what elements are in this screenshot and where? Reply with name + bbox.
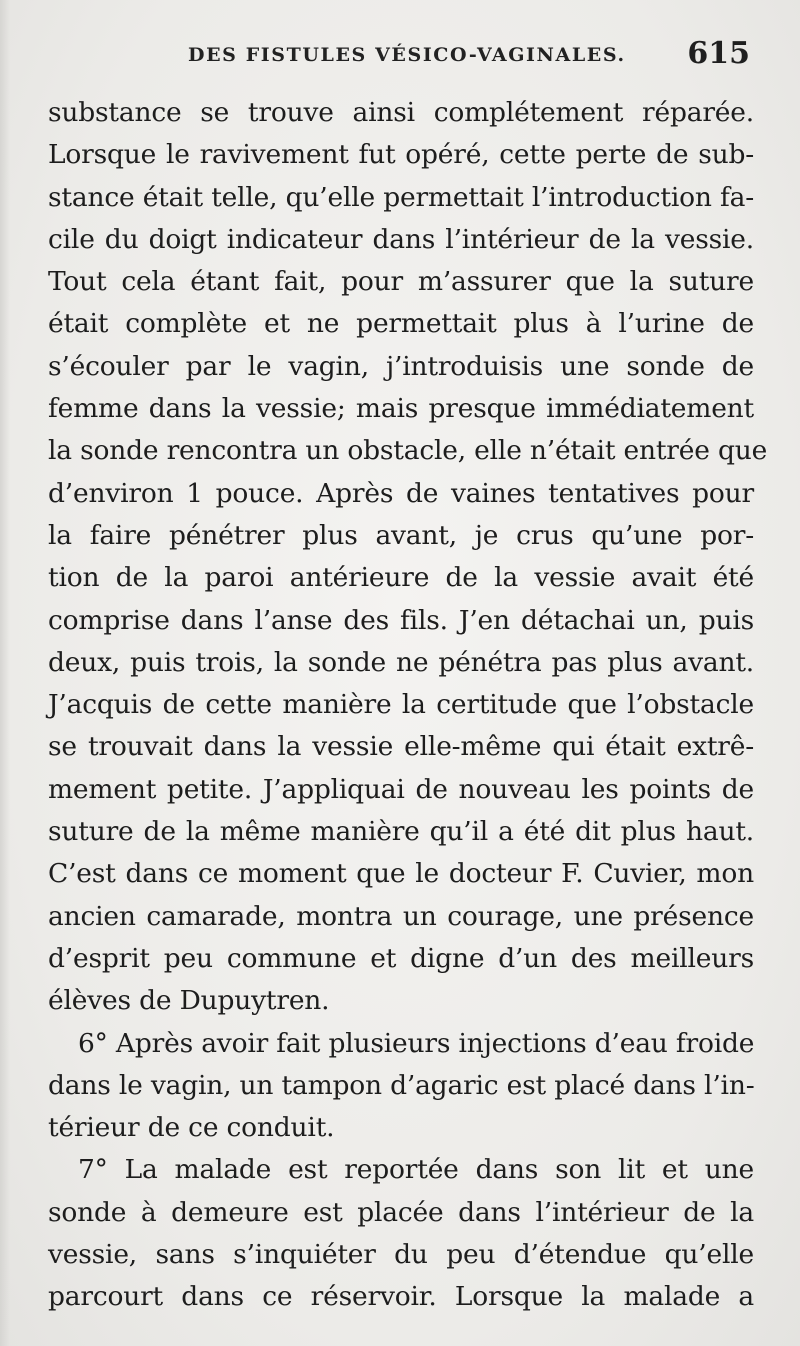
body-text — [48, 92, 768, 1319]
text-line: était complète et ne permettait plus à l’urine de — [48, 308, 754, 340]
text-line: substance se trouve ainsi complétement réparée. — [48, 97, 754, 128]
text-line: d’esprit peu commune et digne d’un des meilleurs — [48, 942, 754, 974]
text-line: ancien camarade, montra un courage, une présence — [48, 900, 754, 932]
text-line: térieur de ce conduit. — [48, 1112, 335, 1144]
text-line: élèves de Dupuytren. — [48, 985, 330, 1017]
text-line: tion de la paroi antérieure de la vessie avait été — [48, 562, 754, 594]
text-line: 7° La malade est reportée dans son lit et une — [78, 1154, 754, 1186]
text-line: J’acquis de cette manière la certitude que l’obstacle — [48, 689, 754, 721]
text-line: deux, puis trois, la sonde ne pénétra pas plus avant. — [48, 646, 754, 678]
text-line: sonde à demeure est placée dans l’intérieur de la — [48, 1196, 754, 1228]
text-line: stance était telle, qu’elle permettait l’introduction fa- — [48, 181, 754, 213]
text-line: mement petite. J’appliquai de nouveau les points de — [48, 773, 754, 805]
running-head — [48, 30, 754, 76]
text-line: Tout cela étant fait, pour m’assurer que la suture — [48, 266, 754, 298]
text-line: se trouvait dans la vessie elle-même qui était extrê- — [48, 731, 754, 763]
text-line: comprise dans l’anse des fils. J’en détachai un, puis — [48, 604, 754, 636]
text-line: suture de la même manière qu’il a été dit plus haut. — [48, 816, 754, 848]
running-title: DES FISTULES VÉSICO-VAGINALES. — [188, 44, 626, 66]
text-line: vessie, sans s’inquiéter du peu d’étendue qu’elle — [48, 1239, 754, 1271]
text-line: Lorsque le ravivement fut opéré, cette perte de sub- — [48, 139, 754, 171]
text-line: C’est dans ce moment que le docteur F. Cuvier, mon — [48, 858, 754, 890]
text-line: cile du doigt indicateur dans l’intérieur de la vessie. — [48, 223, 754, 255]
text-line: la faire pénétrer plus avant, je crus qu’une por- — [48, 519, 754, 551]
text-line: femme dans la vessie; mais presque immédiatement — [48, 393, 754, 425]
text-line: dans le vagin, un tampon d’agaric est placé dans l’in- — [48, 1069, 755, 1101]
text-line: la sonde rencontra un obstacle, elle n’était entrée que — [48, 435, 768, 467]
text-line: parcourt dans ce réservoir. Lorsque la malade a — [48, 1281, 754, 1313]
spine-shadow — [0, 0, 10, 1346]
text-line: 6° Après avoir fait plusieurs injections d’eau froide — [78, 1027, 755, 1059]
page-number: 615 — [687, 36, 750, 71]
text-line: d’environ 1 pouce. Après de vaines tentatives pour — [48, 477, 754, 509]
text-line: s’écouler par le vagin, j’introduisis une sonde de — [48, 350, 754, 382]
